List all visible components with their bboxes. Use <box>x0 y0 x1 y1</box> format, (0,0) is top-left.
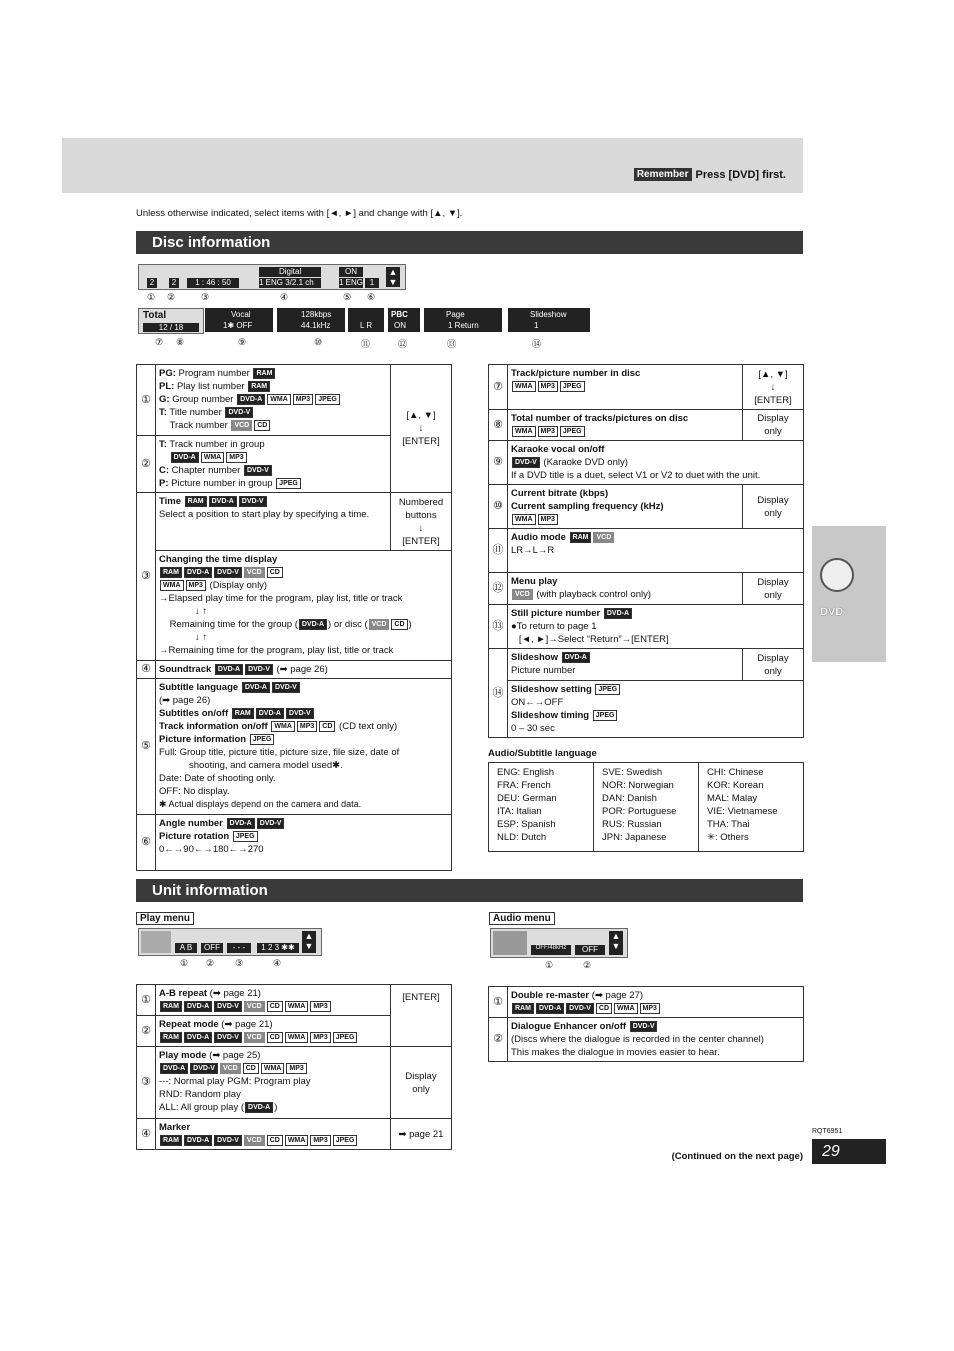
row-num: ⑤ <box>137 679 156 815</box>
callout-9: ⑨ <box>238 337 247 347</box>
callout-1: ① <box>147 292 156 302</box>
row-num: ⑫ <box>489 573 508 605</box>
osd-audio: 1 ENG 3/2.1 ch <box>259 278 321 288</box>
osd-bitrate: 128kbps <box>301 310 332 319</box>
disc-info-table-left <box>136 364 452 871</box>
row-14-action: Display only <box>743 649 804 681</box>
up-down-arrow-icon: ▲ ▼ <box>302 931 316 953</box>
remember-note <box>634 168 786 181</box>
speaker-icon <box>493 931 527 955</box>
row-12-desc: Menu play VCD (with playback control only) <box>508 573 743 605</box>
row-4-desc: Soundtrack DVD-A DVD-V (➡ page 26) <box>156 661 452 679</box>
osd-vocal-value: 1✱ OFF <box>223 321 253 330</box>
play-menu-label: Play menu <box>136 908 194 926</box>
lang-title: Audio/Subtitle language <box>488 748 597 759</box>
osd-playmode: - - - <box>227 943 251 953</box>
row-num: ⑭ <box>489 649 508 738</box>
dvd-label: DVD <box>820 606 844 618</box>
osd-digital: Digital <box>259 267 321 277</box>
osd-pbc: ON <box>394 321 406 330</box>
osd-page-value: 1 Return <box>448 321 479 330</box>
row-num: ④ <box>137 661 156 679</box>
row-num: ③ <box>137 1047 156 1119</box>
row-num: ② <box>137 436 156 493</box>
osd-lr-box <box>348 308 384 332</box>
row-2-desc: T: Track number in group DVD-A WMA MP3 C: Chapter number DVD-V P: Picture number in group JPEG <box>156 436 391 493</box>
lang-col-3: CHI: Chinese KOR: Korean MAL: Malay VIE: Vietnamese THA: Thai ✳: Others <box>707 767 778 843</box>
ab-desc: A-B repeat (➡ page 21) RAM DVD-A DVD-V VCD CD WMA MP3 <box>156 985 391 1016</box>
unit-info-heading: Unit information <box>136 879 803 902</box>
dvd-side-tab <box>812 526 886 662</box>
row-num: ③ <box>137 493 156 661</box>
osd-vocal-box <box>205 308 273 332</box>
repeat-desc: Repeat mode (➡ page 21) RAM DVD-A DVD-V VCD CD WMA MP3 JPEG <box>156 1016 391 1047</box>
callout-12: ⑫ <box>398 339 408 349</box>
row-num: ④ <box>137 1119 156 1150</box>
playmode-desc: Play mode (➡ page 25) DVD-A DVD-V VCD CD WMA MP3 ---: Normal play PGM: Program play RND: Random play ALL: All group play ( DVD-A ) <box>156 1047 391 1119</box>
page-number: 29 <box>812 1139 886 1164</box>
callout-5: ⑤ <box>343 292 352 302</box>
osd-slideshow-value: 1 <box>534 321 539 330</box>
callout-14: ⑭ <box>532 339 542 349</box>
osd-vocal-label: Vocal <box>231 310 251 319</box>
row-8-desc: Total number of tracks/pictures on disc WMA MP3 JPEG <box>508 410 743 441</box>
osd-remaster: OFF/48kHz <box>531 945 571 955</box>
osd-marker: 1 2 3 ✱✱ <box>257 943 299 953</box>
row-13-desc: Still picture number DVD-A ●To return to page 1 [◄, ►]→Select “Return”→[ENTER] <box>508 605 804 649</box>
continued-note: (Continued on the next page) <box>671 1151 803 1162</box>
row-num: ① <box>489 987 508 1018</box>
callout-13: ⑬ <box>447 339 457 349</box>
row-num: ⑥ <box>137 815 156 871</box>
up-down-arrow-icon: ▲ ▼ <box>609 931 623 955</box>
callout-8: ⑧ <box>176 337 185 347</box>
row-14-desc: Slideshow DVD-A Picture number <box>508 649 743 681</box>
remember-tag: Remember <box>634 168 692 181</box>
language-table <box>488 762 804 852</box>
osd-value-b: 2 <box>169 278 179 288</box>
audio-menu-table <box>488 986 804 1062</box>
model-code: RQT6951 <box>812 1128 843 1135</box>
osd-total-box <box>138 308 204 334</box>
osd-slideshow-label: Slideshow <box>530 310 567 319</box>
osd-slideshow-box <box>508 308 590 332</box>
intro-text: Unless otherwise indicated, select items with [◄, ►] and change with [▲, ▼]. <box>136 208 463 219</box>
osd-angle: 1 <box>365 278 379 288</box>
row-num: ⑦ <box>489 365 508 410</box>
callout-3: ③ <box>201 292 210 302</box>
row-num: ⑪ <box>489 529 508 573</box>
header-band <box>62 138 803 193</box>
osd-pbc-box <box>388 308 420 332</box>
osd-total-count: 12 / 18 <box>143 323 199 332</box>
play-icon <box>141 931 171 953</box>
callout-4: ④ <box>280 292 289 302</box>
callout-2: ② <box>167 292 176 302</box>
remember-text: Press [DVD] first. <box>695 168 786 181</box>
row-7-action: [▲, ▼] ↓ [ENTER] <box>743 365 804 410</box>
disc-info-table-right <box>488 364 804 738</box>
osd-repeat: OFF <box>201 943 223 953</box>
row-6-desc: Angle number DVD-A DVD-V Picture rotation JPEG 0←→90←→180←→270 <box>156 815 452 871</box>
up-down-arrow-icon: ▲ ▼ <box>386 267 400 287</box>
row-14b-desc: Slideshow setting JPEG ON←→OFF Slideshow timing JPEG 0 – 30 sec <box>508 681 804 738</box>
row-num: ② <box>489 1018 508 1062</box>
lang-col-1: ENG: English FRA: French DEU: German ITA: Italian ESP: Spanish NLD: Dutch <box>489 763 594 851</box>
row-num: ⑧ <box>489 410 508 441</box>
row-3-action: Numbered buttons ↓ [ENTER] <box>391 493 452 551</box>
osd-bitrate-box <box>277 308 345 332</box>
osd-page-box <box>424 308 502 332</box>
osd-sub-on: ON <box>339 267 363 277</box>
row-num: ② <box>137 1016 156 1047</box>
osd-time: 1 : 46 : 50 <box>187 278 239 288</box>
row-1-2-action: [▲, ▼] ↓ [ENTER] <box>391 365 452 493</box>
row-9-desc: Karaoke vocal on/off DVD-V (Karaoke DVD only) If a DVD title is a duet, select V1 or V2 to duet with the unit. <box>508 441 804 485</box>
callout-7: ⑦ <box>155 337 164 347</box>
row-num: ① <box>137 985 156 1016</box>
ab-action: [ENTER] <box>391 985 452 1047</box>
audio-menu-label: Audio menu <box>489 908 555 926</box>
osd-value-a: 2 <box>147 278 157 288</box>
row-3b-desc: Changing the time display RAM DVD-A DVD-V VCD CD WMA MP3 (Display only) →Elapsed play time for the program, play list, title or track ↓ ↑ Remaining time for the group ( DVD-A ) or disc ( VCD CD ) ↓ ↑ →Remaining time for the program, play list, title or track <box>156 551 452 661</box>
disc-osd-bar-1 <box>138 264 406 290</box>
callout-10: ⑩ <box>314 337 323 347</box>
osd-lr: L R <box>360 321 373 330</box>
playmode-action: Display only <box>391 1047 452 1119</box>
row-1-desc: PG: Program number RAM PL: Play list number RAM G: Group number DVD-A WMA MP3 JPEG T: Title number DVD-V Track number VCD CD <box>156 365 391 436</box>
osd-ab: A B <box>175 943 197 953</box>
osd-page-label: Page <box>446 310 465 319</box>
row-11-desc: Audio mode RAM VCD LR→L→R <box>508 529 804 573</box>
play-menu-table <box>136 984 452 1150</box>
total-icon: Total <box>143 310 167 321</box>
row-8-action: Display only <box>743 410 804 441</box>
row-num: ⑩ <box>489 485 508 529</box>
row-5-desc: Subtitle language DVD-A DVD-V (➡ page 26) Subtitles on/off RAM DVD-A DVD-V Track information on/off WMA MP3 CD (CD text only) Picture information JPEG Full: Group title, picture title, picture size, file size, date of shooting, and camera model used✱. Date: Date of shooting only. OFF: No display. ✱ Actual displays depend on the camera and data. <box>156 679 452 815</box>
row-7-desc: Track/picture number in disc WMA MP3 JPEG <box>508 365 743 410</box>
row-num: ⑨ <box>489 441 508 485</box>
play-menu-osd <box>138 928 322 956</box>
callout-11: ⑪ <box>361 339 371 349</box>
row-num: ⑬ <box>489 605 508 649</box>
marker-action: ➡ page 21 <box>391 1119 452 1150</box>
osd-frequency: 44.1kHz <box>301 321 331 330</box>
pbc-icon: PBC <box>391 310 408 319</box>
marker-desc: Marker RAM DVD-A DVD-V VCD CD WMA MP3 JPEG <box>156 1119 391 1150</box>
callout-6: ⑥ <box>367 292 376 302</box>
row-num: ① <box>137 365 156 436</box>
row-10-desc: Current bitrate (kbps) Current sampling frequency (kHz) WMA MP3 <box>508 485 743 529</box>
audio-menu-osd <box>490 928 628 958</box>
dialogue-desc: Dialogue Enhancer on/off DVD-V (Discs where the dialogue is recorded in the center channel) This makes the dialogue in movies easier to hear. <box>508 1018 804 1062</box>
row-10-action: Display only <box>743 485 804 529</box>
osd-dialogue: OFF <box>575 945 605 955</box>
osd-sub-lang: 1 ENG <box>339 278 364 287</box>
row-12-action: Display only <box>743 573 804 605</box>
row-3-desc: Time RAM DVD-A DVD-V Select a position to start play by specifying a time. <box>156 493 391 551</box>
lang-col-2: SVE: Swedish NOR: Norwegian DAN: Danish POR: Portuguese RUS: Russian JPN: Japanese <box>594 763 699 851</box>
disc-icon <box>820 558 854 592</box>
disc-info-heading: Disc information <box>136 231 803 254</box>
remaster-desc: Double re-master (➡ page 27) RAM DVD-A DVD-V CD WMA MP3 <box>508 987 804 1018</box>
